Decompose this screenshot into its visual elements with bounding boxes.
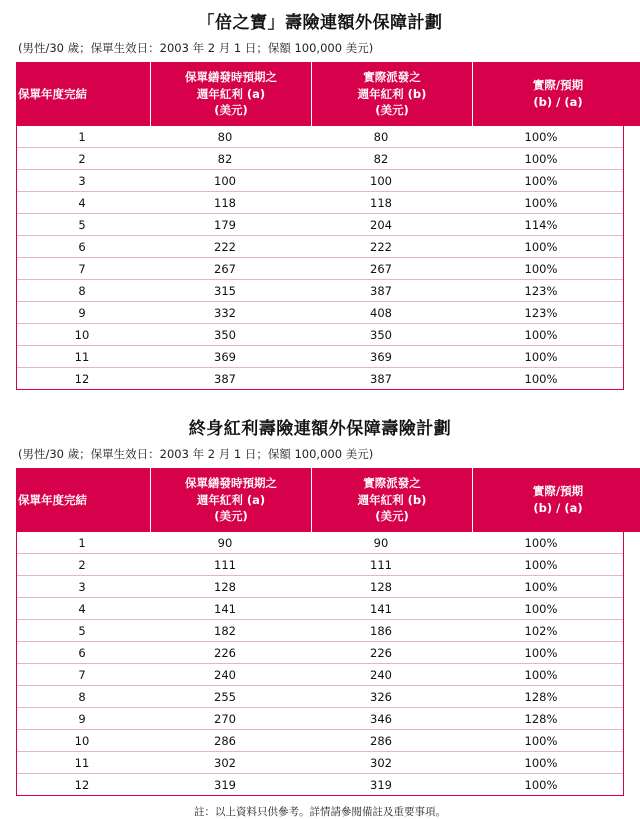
cell-policy-year: 6	[17, 642, 147, 664]
cell-policy-year: 9	[17, 708, 147, 730]
table-header-row	[16, 62, 640, 126]
cell-actual-dividend: 286	[303, 730, 459, 752]
cell-actual-dividend: 141	[303, 598, 459, 620]
cell-policy-year: 3	[17, 576, 147, 598]
cell-ratio: 100%	[459, 148, 623, 170]
cell-actual-dividend: 226	[303, 642, 459, 664]
cell-actual-dividend: 369	[303, 346, 459, 368]
table-row	[17, 730, 623, 752]
cell-expected-dividend: 302	[147, 752, 303, 774]
cell-expected-dividend: 118	[147, 192, 303, 214]
cell-ratio: 128%	[459, 708, 623, 730]
cell-expected-dividend: 286	[147, 730, 303, 752]
cell-actual-dividend: 267	[303, 258, 459, 280]
cell-actual-dividend: 80	[303, 126, 459, 148]
cell-actual-dividend: 387	[303, 368, 459, 390]
section-2-title: 終身紅利壽險連額外保障壽險計劃	[16, 404, 624, 439]
cell-ratio: 100%	[459, 258, 623, 280]
cell-expected-dividend: 80	[147, 126, 303, 148]
cell-expected-dividend: 82	[147, 148, 303, 170]
cell-expected-dividend: 267	[147, 258, 303, 280]
table-header-row	[16, 468, 640, 532]
cell-policy-year: 9	[17, 302, 147, 324]
cell-actual-dividend: 326	[303, 686, 459, 708]
cell-policy-year: 10	[17, 324, 147, 346]
table-row	[17, 620, 623, 642]
cell-ratio: 100%	[459, 170, 623, 192]
table-row	[17, 664, 623, 686]
section-1-subtitle: (男性/30 歲；保單生效日：2003 年 2 月 1 日；保額 100,000 美元)	[16, 33, 624, 62]
cell-expected-dividend: 332	[147, 302, 303, 324]
cell-policy-year: 6	[17, 236, 147, 258]
cell-actual-dividend: 350	[303, 324, 459, 346]
cell-policy-year: 1	[17, 532, 147, 554]
table-row	[17, 554, 623, 576]
cell-policy-year: 12	[17, 774, 147, 796]
column-header-line: 保單繕發時預期之	[153, 69, 309, 86]
table-row	[17, 302, 623, 324]
document-footnote: 註：以上資料只供參考。詳情請參閱備註及重要事項。	[16, 796, 624, 819]
cell-expected-dividend: 387	[147, 368, 303, 390]
cell-expected-dividend: 179	[147, 214, 303, 236]
table-row	[17, 170, 623, 192]
cell-ratio: 100%	[459, 598, 623, 620]
section-2-table-header-wrap	[16, 468, 624, 532]
cell-expected-dividend: 350	[147, 324, 303, 346]
cell-policy-year: 5	[17, 214, 147, 236]
cell-policy-year: 10	[17, 730, 147, 752]
section-2-header-table	[16, 468, 640, 532]
cell-actual-dividend: 222	[303, 236, 459, 258]
column-header-line: (美元)	[314, 508, 470, 525]
table-row	[17, 258, 623, 280]
section-1-table-body-wrap	[16, 126, 624, 390]
cell-actual-dividend: 90	[303, 532, 459, 554]
section-2-table-body-wrap	[16, 532, 624, 796]
cell-actual-dividend: 100	[303, 170, 459, 192]
column-header-line: 實際派發之	[314, 475, 470, 492]
cell-expected-dividend: 111	[147, 554, 303, 576]
column-header-line: 週年紅利 (a)	[153, 86, 309, 103]
section-1-body-table	[17, 126, 623, 389]
section-spacer	[16, 390, 624, 404]
cell-expected-dividend: 369	[147, 346, 303, 368]
column-header-line: (美元)	[153, 102, 309, 119]
cell-ratio: 102%	[459, 620, 623, 642]
table-row	[17, 126, 623, 148]
cell-policy-year: 2	[17, 554, 147, 576]
table-row	[17, 214, 623, 236]
cell-expected-dividend: 226	[147, 642, 303, 664]
cell-ratio: 100%	[459, 730, 623, 752]
cell-actual-dividend: 302	[303, 752, 459, 774]
cell-expected-dividend: 270	[147, 708, 303, 730]
cell-expected-dividend: 240	[147, 664, 303, 686]
column-header-line: (美元)	[314, 102, 470, 119]
cell-policy-year: 4	[17, 598, 147, 620]
cell-ratio: 100%	[459, 576, 623, 598]
section-2-body-table	[17, 532, 623, 795]
table-row	[17, 148, 623, 170]
cell-policy-year: 4	[17, 192, 147, 214]
column-header-line: 實際/預期	[475, 77, 640, 94]
cell-expected-dividend: 128	[147, 576, 303, 598]
cell-actual-dividend: 128	[303, 576, 459, 598]
column-header-line: 週年紅利 (b)	[314, 492, 470, 509]
table-row	[17, 752, 623, 774]
cell-policy-year: 5	[17, 620, 147, 642]
table-row	[17, 576, 623, 598]
column-header-line: 保單年度完結	[18, 86, 148, 103]
cell-policy-year: 11	[17, 346, 147, 368]
table-row	[17, 280, 623, 302]
cell-expected-dividend: 222	[147, 236, 303, 258]
column-header-line: 實際派發之	[314, 69, 470, 86]
section-2-subtitle: (男性/30 歲；保單生效日：2003 年 2 月 1 日；保額 100,000 美元)	[16, 439, 624, 468]
cell-ratio: 123%	[459, 302, 623, 324]
table-row	[17, 598, 623, 620]
cell-ratio: 100%	[459, 324, 623, 346]
column-header-line: 週年紅利 (a)	[153, 492, 309, 509]
cell-ratio: 114%	[459, 214, 623, 236]
cell-policy-year: 2	[17, 148, 147, 170]
table-row	[17, 642, 623, 664]
column-header-ratio	[473, 62, 640, 126]
cell-actual-dividend: 319	[303, 774, 459, 796]
cell-actual-dividend: 111	[303, 554, 459, 576]
table-row	[17, 346, 623, 368]
column-header-expected-dividend	[151, 468, 312, 532]
column-header-line: 保單繕發時預期之	[153, 475, 309, 492]
cell-policy-year: 3	[17, 170, 147, 192]
column-header-line: (b) / (a)	[475, 94, 640, 111]
plan-section-1	[16, 0, 624, 390]
cell-expected-dividend: 182	[147, 620, 303, 642]
cell-expected-dividend: 315	[147, 280, 303, 302]
table-row	[17, 708, 623, 730]
cell-ratio: 100%	[459, 236, 623, 258]
column-header-actual-dividend	[312, 62, 473, 126]
table-row	[17, 532, 623, 554]
cell-actual-dividend: 204	[303, 214, 459, 236]
section-1-title: 「倍之寶」壽險連額外保障計劃	[16, 0, 624, 33]
cell-ratio: 100%	[459, 126, 623, 148]
cell-actual-dividend: 346	[303, 708, 459, 730]
cell-ratio: 100%	[459, 642, 623, 664]
cell-actual-dividend: 186	[303, 620, 459, 642]
column-header-line: (美元)	[153, 508, 309, 525]
column-header-line: (b) / (a)	[475, 500, 640, 517]
cell-ratio: 100%	[459, 664, 623, 686]
table-row	[17, 236, 623, 258]
cell-policy-year: 12	[17, 368, 147, 390]
column-header-line: 保單年度完結	[18, 492, 148, 509]
cell-ratio: 100%	[459, 554, 623, 576]
cell-policy-year: 8	[17, 686, 147, 708]
cell-ratio: 100%	[459, 368, 623, 390]
cell-ratio: 100%	[459, 774, 623, 796]
cell-policy-year: 8	[17, 280, 147, 302]
column-header-expected-dividend	[151, 62, 312, 126]
cell-expected-dividend: 100	[147, 170, 303, 192]
cell-policy-year: 1	[17, 126, 147, 148]
column-header-policy-year	[16, 62, 151, 126]
table-row	[17, 324, 623, 346]
cell-policy-year: 7	[17, 664, 147, 686]
column-header-ratio	[473, 468, 640, 532]
cell-ratio: 100%	[459, 752, 623, 774]
cell-policy-year: 11	[17, 752, 147, 774]
cell-expected-dividend: 90	[147, 532, 303, 554]
cell-actual-dividend: 408	[303, 302, 459, 324]
column-header-actual-dividend	[312, 468, 473, 532]
table-row	[17, 192, 623, 214]
column-header-line: 實際/預期	[475, 483, 640, 500]
cell-actual-dividend: 387	[303, 280, 459, 302]
column-header-policy-year	[16, 468, 151, 532]
cell-expected-dividend: 141	[147, 598, 303, 620]
cell-actual-dividend: 118	[303, 192, 459, 214]
cell-actual-dividend: 240	[303, 664, 459, 686]
cell-expected-dividend: 255	[147, 686, 303, 708]
table-row	[17, 774, 623, 796]
plan-section-2	[16, 404, 624, 796]
section-1-header-table	[16, 62, 640, 126]
cell-ratio: 123%	[459, 280, 623, 302]
cell-policy-year: 7	[17, 258, 147, 280]
cell-ratio: 128%	[459, 686, 623, 708]
cell-ratio: 100%	[459, 192, 623, 214]
cell-expected-dividend: 319	[147, 774, 303, 796]
section-1-table-header-wrap	[16, 62, 624, 126]
column-header-line: 週年紅利 (b)	[314, 86, 470, 103]
cell-ratio: 100%	[459, 346, 623, 368]
cell-actual-dividend: 82	[303, 148, 459, 170]
cell-ratio: 100%	[459, 532, 623, 554]
table-row	[17, 686, 623, 708]
table-row	[17, 368, 623, 390]
